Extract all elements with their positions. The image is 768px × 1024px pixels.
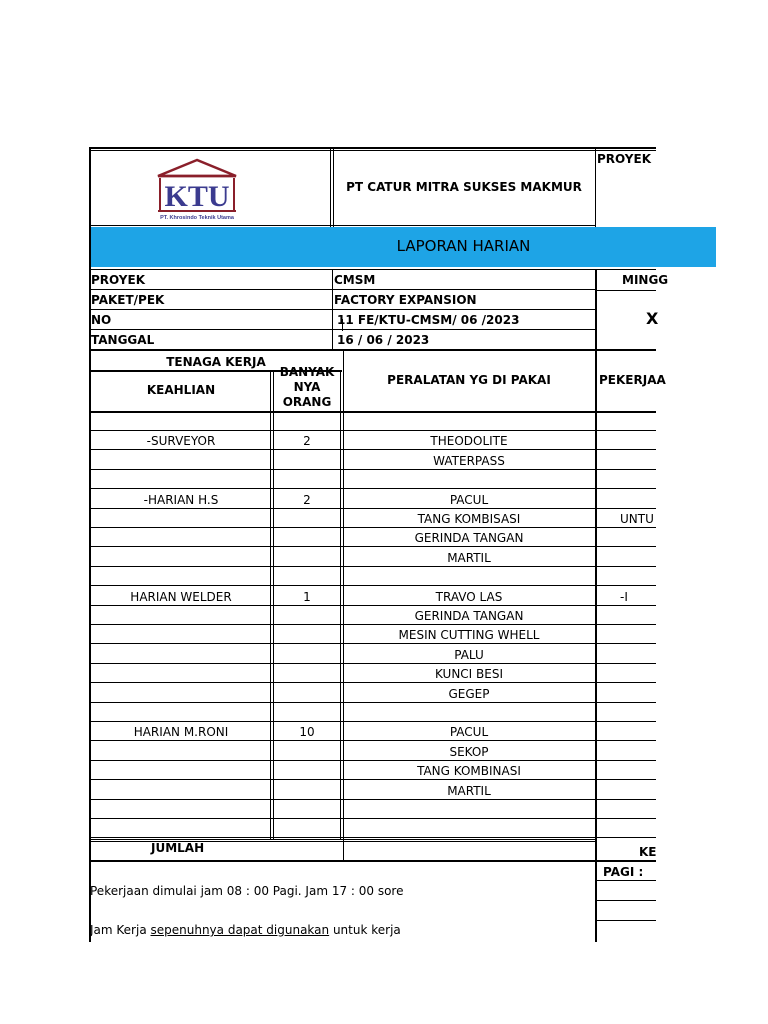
- ktu-logo: [150, 158, 245, 222]
- keadaan-label: KE: [639, 845, 657, 859]
- minggu-value: X: [646, 309, 659, 328]
- peralatan-cell: THEODOLITE: [430, 434, 508, 448]
- pagi-line-2: [596, 900, 656, 901]
- company-right-border: [595, 149, 596, 227]
- info-line-2: [91, 309, 595, 310]
- row-border: [91, 818, 656, 819]
- work-hours-note: Pekerjaan dimulai jam 08 : 00 Pagi. Jam 17 : 00 sore: [90, 884, 404, 898]
- peralatan-header: PERALATAN YG DI PAKAI: [387, 373, 551, 387]
- row-border: [91, 643, 656, 644]
- svg-text:KTU: KTU: [164, 180, 230, 213]
- proyek-corner-label: PROYEK: [597, 152, 651, 166]
- peralatan-cell: MESIN CUTTING WHELL: [398, 628, 540, 642]
- tanggal-value: 16 / 06 / 2023: [337, 333, 430, 347]
- row-border: [91, 779, 656, 780]
- row-border: [91, 760, 656, 761]
- report-title-banner: [91, 227, 716, 267]
- logo-bottom-border: [91, 225, 333, 226]
- pagi-line-1: [596, 880, 656, 881]
- peralatan-cell: SEKOP: [449, 745, 489, 759]
- jumlah-cell: 1: [303, 590, 311, 604]
- row-border: [91, 508, 656, 509]
- no-value: 11 FE/KTU-CMSM/ 06 /2023: [337, 313, 520, 327]
- peralatan-cell: WATERPASS: [433, 454, 505, 468]
- peralatan-cell: PALU: [454, 648, 484, 662]
- paket-value: FACTORY EXPANSION: [334, 293, 477, 307]
- info-line-3: [91, 329, 595, 330]
- proyek-label: PROYEK: [91, 273, 145, 287]
- jumlah-cell: 10: [299, 725, 315, 739]
- peralatan-cell: TANG KOMBISASI: [417, 512, 521, 526]
- pagi-line-3: [596, 920, 656, 921]
- ktu-logo-icon: [150, 158, 245, 222]
- header-top-border: [89, 147, 656, 149]
- row-border: [91, 624, 656, 625]
- row-border: [91, 469, 656, 470]
- keahlian-cell: HARIAN M.RONI: [133, 725, 229, 739]
- info-bottom-border: [91, 349, 656, 351]
- info-right-divider: [595, 269, 597, 349]
- row-border: [91, 546, 656, 547]
- row-border: [91, 488, 656, 489]
- peralatan-cell: PACUL: [449, 725, 489, 739]
- peralatan-cell: GEGEP: [448, 687, 490, 701]
- company-bottom-border: [333, 225, 595, 226]
- jumlah-bottom-border: [91, 860, 656, 862]
- row-border: [91, 566, 656, 567]
- peralatan-cell: MARTIL: [447, 551, 491, 565]
- row-border: [91, 605, 656, 606]
- pekerjaan-cell: UNTU: [620, 512, 654, 526]
- svg-text:PT. Khrosindo Teknik Utama: PT. Khrosindo Teknik Utama: [160, 215, 234, 221]
- peralatan-cell: KUNCI BESI: [434, 667, 503, 681]
- row-border: [91, 430, 656, 431]
- row-border: [91, 682, 656, 683]
- banyak-header-2: NYA: [293, 380, 321, 394]
- paket-label: PAKET/PEK: [91, 293, 165, 307]
- row-border: [91, 837, 656, 838]
- info-divider: [332, 269, 333, 349]
- tenaga-kerja-header: TENAGA KERJA: [166, 355, 266, 369]
- banyak-header-3: ORANG: [282, 395, 332, 409]
- peralatan-cell: TANG KOMBINASI: [417, 764, 521, 778]
- col-div-3: [595, 351, 597, 942]
- row-border: [91, 702, 656, 703]
- peralatan-cell: TRAVO LAS: [435, 590, 503, 604]
- report-title: LAPORAN HARIAN: [396, 237, 531, 255]
- keahlian-cell: -HARIAN H.S: [143, 493, 219, 507]
- jumlah-top-border: [91, 839, 596, 840]
- keahlian-cell: -SURVEYOR: [146, 434, 216, 448]
- row-border: [91, 740, 656, 741]
- peralatan-cell: GERINDA TANGAN: [414, 609, 524, 623]
- row-border: [91, 449, 656, 450]
- tanggal-label: TANGGAL: [91, 333, 155, 347]
- peralatan-cell: MARTIL: [447, 784, 491, 798]
- jumlah-cell: 2: [303, 434, 311, 448]
- info-line-1: [91, 289, 595, 290]
- row-border: [91, 721, 656, 722]
- work-usage-note: Jam Kerja sepenuhnya dapat digunakan untuk kerja: [90, 923, 401, 937]
- header-inner-top-border: [91, 150, 656, 151]
- minggu-line: [596, 290, 656, 291]
- keahlian-header: KEAHLIAN: [146, 383, 216, 397]
- row-border: [91, 585, 656, 586]
- info-top-border: [91, 269, 656, 270]
- banyak-header-1: BANYAK: [279, 365, 335, 379]
- jumlah-cell: 2: [303, 493, 311, 507]
- keahlian-cell: HARIAN WELDER: [130, 590, 232, 604]
- pagi-label: PAGI :: [603, 865, 644, 879]
- minggu-label: MINGG: [622, 273, 669, 287]
- pekerjaan-cell: -I: [620, 590, 628, 604]
- row-border: [91, 663, 656, 664]
- jumlah-label: JUMLAH: [151, 841, 205, 855]
- proyek-value: CMSM: [334, 273, 376, 287]
- logo-right-border: [330, 149, 331, 227]
- peralatan-cell: PACUL: [449, 493, 489, 507]
- pekerjaan-header: PEKERJAA: [599, 373, 666, 387]
- row-border: [91, 799, 656, 800]
- table-header-bottom: [91, 411, 656, 413]
- peralatan-cell: GERINDA TANGAN: [414, 531, 524, 545]
- company-name: PT CATUR MITRA SUKSES MAKMUR: [346, 180, 582, 194]
- no-label: NO: [91, 313, 112, 327]
- row-border: [91, 527, 656, 528]
